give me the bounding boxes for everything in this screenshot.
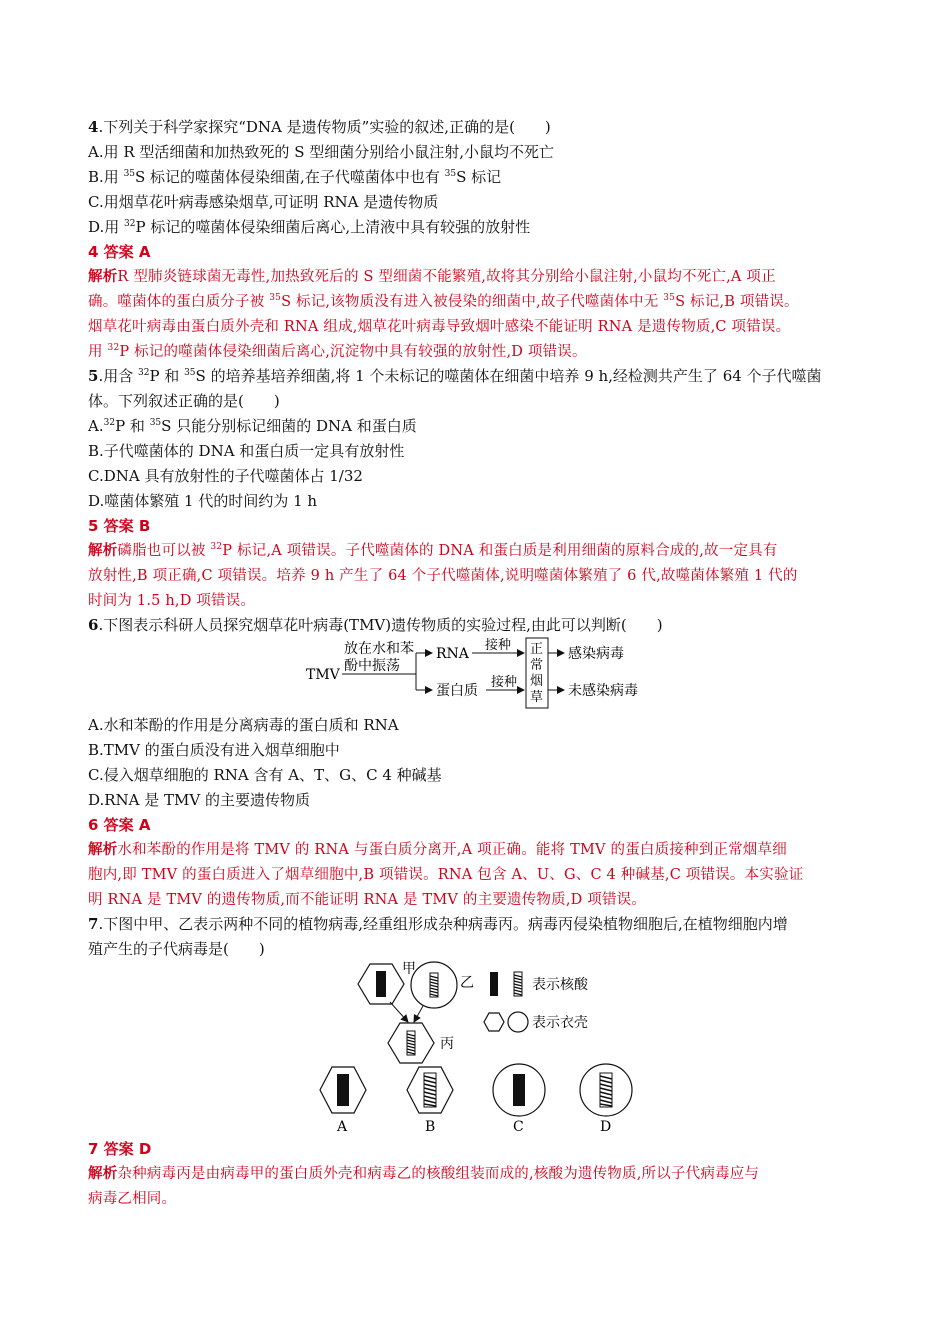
- option-a-label: A: [337, 1119, 348, 1135]
- q7-explanation-2: 病毒乙相同。: [88, 1191, 177, 1207]
- q6-option-c: C.侵入烟草细胞的 RNA 含有 A、T、G、C 4 种碱基: [88, 766, 442, 784]
- shake-label-2: 酚中振荡: [344, 658, 400, 674]
- q6-answer: 6 答案 A: [88, 816, 151, 834]
- q4-option-d: D.用 $^{32}$P 标记的噬菌体侵染细菌后离心,上清液中具有较强的放射性: [88, 218, 531, 236]
- q7-stem-2: 殖产生的子代病毒是( ): [88, 940, 265, 958]
- legend-hexagon: [484, 1013, 504, 1031]
- q5-stem-1: 5.用含 $^{32}$P 和 $^{35}$S 的培养基培养细菌,将 1 个未标记的噬菌体在细菌中培养 9 h,经检测共产生了 64 个子代噬菌: [88, 367, 822, 385]
- q4-option-b: B.用 $^{35}$S 标记的噬菌体侵染细菌,在子代噬菌体中也有 $^{35}$S 标记: [88, 168, 502, 186]
- q5-option-d: D.噬菌体繁殖 1 代的时间约为 1 h: [88, 492, 318, 510]
- virus-recombination-diagram: [300, 960, 660, 1138]
- option-c-nucleic-acid: [513, 1074, 525, 1106]
- option-d-nucleic-acid: [600, 1073, 612, 1107]
- inoculate-label-2: 接种: [491, 675, 518, 690]
- shake-label-1: 放在水和苯: [344, 641, 414, 657]
- q5-explanation-2: 放射性,B 项正确,C 项错误。培养 9 h 产生了 64 个子代噬菌体,说明噬菌体繁殖了 6 代,故噬菌体繁殖 1 代的: [88, 568, 798, 584]
- tmv-label: TMV: [306, 667, 340, 683]
- q7-explanation-1: 解析杂种病毒丙是由病毒甲的蛋白质外壳和病毒乙的核酸组装而成的,核酸为遗传物质,所以子代病毒应与: [88, 1166, 760, 1182]
- q5-option-b: B.子代噬菌体的 DNA 和蛋白质一定具有放射性: [88, 442, 405, 460]
- q4-option-a: A.用 R 型活细菌和加热致死的 S 型细菌分别给小鼠注射,小鼠均不死亡: [88, 143, 555, 161]
- virus-bing-nucleic-acid: [407, 1031, 415, 1055]
- q4-explanation-4: 用 $^{32}$P 标记的噬菌体侵染细菌后离心,沉淀物中具有较强的放射性,D 项错误。: [88, 343, 587, 360]
- q7-stem-1: 7.下图中甲、乙表示两种不同的植物病毒,经重组形成杂种病毒丙。病毒丙侵染植物细胞后,在植物细胞内增: [88, 915, 788, 933]
- q6-explanation-3: 明 RNA 是 TMV 的遗传物质,而不能证明 RNA 是 TMV 的主要遗传物质,D 项错误。: [88, 892, 647, 908]
- option-c-label: C: [513, 1119, 524, 1135]
- plant-char-4: 草: [530, 690, 544, 705]
- q6-explanation-1: 解析水和苯酚的作用是将 TMV 的 RNA 与蛋白质分离开,A 项正确。能将 TMV 的蛋白质接种到正常烟草细: [88, 842, 787, 858]
- q7-answer: 7 答案 D: [88, 1140, 152, 1158]
- q4-explanation-1: 解析R 型肺炎链球菌无毒性,加热致死后的 S 型细菌不能繁殖,故将其分别给小鼠注射,小鼠均不死亡,A 项正: [88, 269, 776, 285]
- q6-option-a: A.水和苯酚的作用是分离病毒的蛋白质和 RNA: [88, 716, 399, 734]
- q4-answer: 4 答案 A: [88, 243, 151, 261]
- q5-answer: 5 答案 B: [88, 517, 151, 535]
- result-not-infected: 未感染病毒: [568, 683, 638, 699]
- plant-char-2: 常: [530, 658, 544, 673]
- q4-option-c: C.用烟草花叶病毒感染烟草,可证明 RNA 是遗传物质: [88, 193, 439, 211]
- virus-bing-label: 丙: [440, 1036, 454, 1052]
- q4-explanation-3: 烟草花叶病毒由蛋白质外壳和 RNA 组成,烟草花叶病毒导致烟叶感染不能证明 RNA 是遗传物质,C 项错误。: [88, 319, 791, 335]
- virus-jia-nucleic-acid: [376, 971, 386, 997]
- q6-option-d: D.RNA 是 TMV 的主要遗传物质: [88, 791, 311, 809]
- virus-bing-coat: [388, 1023, 434, 1063]
- legend-nucleic-acid: 表示核酸: [532, 977, 588, 993]
- q4-stem: 4.下列关于科学家探究“DNA 是遗传物质”实验的叙述,正确的是( ): [88, 118, 551, 136]
- q5-explanation-3: 时间为 1.5 h,D 项错误。: [88, 593, 256, 609]
- q6-explanation-2: 胞内,即 TMV 的蛋白质进入了烟草细胞中,B 项错误。RNA 包含 A、U、G、C 4 种碱基,C 项错误。本实验证: [88, 867, 804, 883]
- legend-coil: [514, 972, 522, 996]
- legend-coat: 表示衣壳: [532, 1015, 588, 1031]
- virus-yi-nucleic-acid: [430, 973, 438, 997]
- plant-char-3: 烟: [530, 674, 544, 689]
- tmv-experiment-diagram: [300, 636, 680, 712]
- q5-explanation-1: 解析磷脂也可以被 $^{32}$P 标记,A 项错误。子代噬菌体的 DNA 和蛋白质是利用细菌的原料合成的,故一定具有: [88, 542, 778, 559]
- legend-circle: [508, 1012, 528, 1032]
- protein-label: 蛋白质: [436, 683, 478, 699]
- q6-option-b: B.TMV 的蛋白质没有进入烟草细胞中: [88, 741, 340, 759]
- result-infected: 感染病毒: [568, 646, 624, 662]
- option-b-label: B: [425, 1119, 436, 1135]
- legend-solid-bar: [490, 972, 498, 996]
- q5-stem-2: 体。下列叙述正确的是( ): [88, 392, 280, 410]
- option-d-label: D: [600, 1119, 612, 1135]
- virus-yi-label: 乙: [460, 975, 474, 991]
- q4-explanation-2: 确。噬菌体的蛋白质分子被 $^{35}$S 标记,该物质没有进入被侵染的细菌中,故子代噬菌体中无 $^{35}$S 标记,B 项错误。: [88, 293, 799, 310]
- rna-label: RNA: [436, 646, 469, 662]
- virus-jia-label: 甲: [402, 961, 416, 977]
- q6-stem: 6.下图表示科研人员探究烟草花叶病毒(TMV)遗传物质的实验过程,由此可以判断( ): [88, 616, 663, 634]
- q5-option-a: A.$^{32}$P 和 $^{35}$S 只能分别标记细菌的 DNA 和蛋白质: [88, 417, 417, 435]
- option-b-nucleic-acid: [424, 1073, 436, 1107]
- inoculate-label-1: 接种: [485, 638, 512, 653]
- virus-yi-coat: [411, 962, 457, 1008]
- plant-char-1: 正: [530, 642, 544, 657]
- option-a-nucleic-acid: [337, 1074, 349, 1106]
- q5-option-c: C.DNA 具有放射性的子代噬菌体占 1/32: [88, 467, 363, 485]
